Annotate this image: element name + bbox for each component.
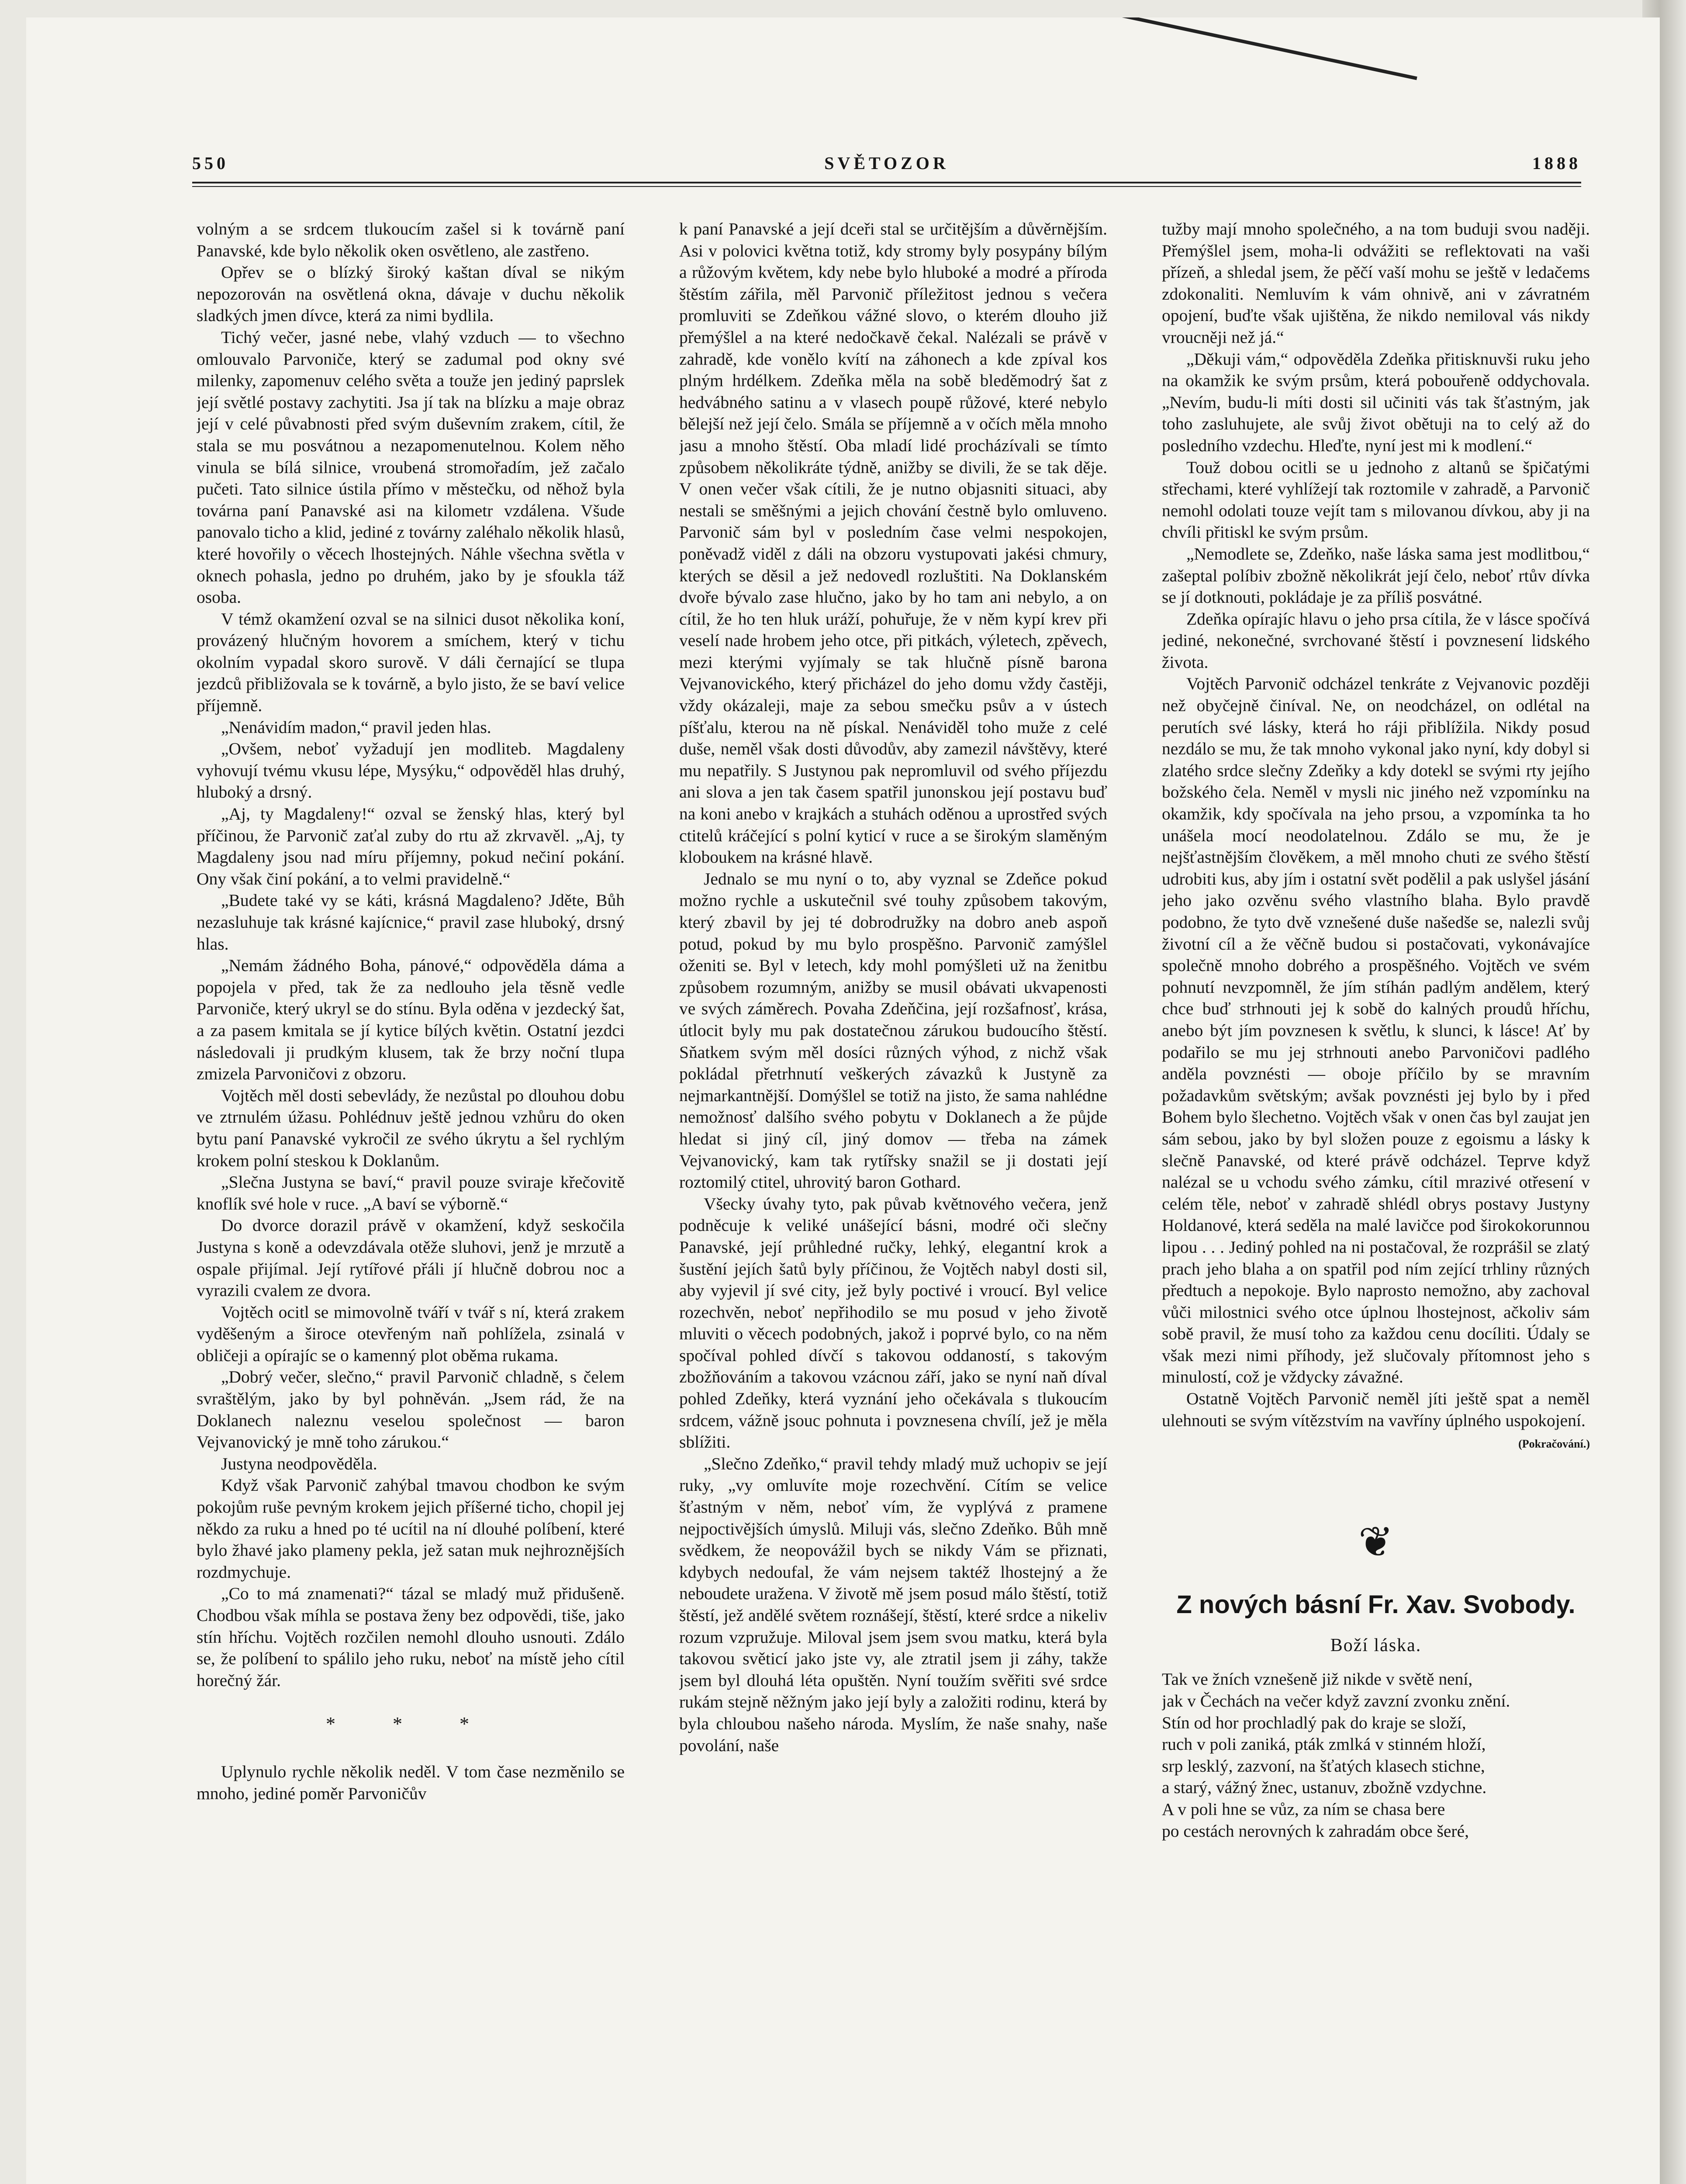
paragraph: „Ovšem, neboť vyžadují jen modliteb. Magdaleny vyhovují tvému vkusu lépe, Mysýku,“ odpověděl hlas druhý, hluboký a drsný. — [197, 739, 625, 802]
paragraph: tužby mají mnoho společného, a na tom buduji svou naději. Přemýšlel jsem, moha-li odvážiti se reflektovati na vaši přízeň, a shledal jsem, že pěčí vaší mohu se ještě v ledačems zdokonaliti. Nemluvím k vám ohnivě, ani v závratném opojení, buďte však ujištěna, že nikdo nemiloval vás nikdy vroucněji než já.“ — [1162, 219, 1590, 347]
paragraph: Opřev se o blízký široký kaštan díval se nikým nepozorován na osvětlená okna, dávaje v duchu několik sladkých jmen dívce, která za nimi bydlila. — [197, 263, 625, 325]
paragraph: „Aj, ty Magdaleny!“ ozval se ženský hlas, který byl příčinou, že Parvonič zaťal zuby do rtu až zkrvavěl. „Aj, ty Magdaleny jsou nad míru příjemny, pokud nečiní pokání. Ony však činí pokání, a to velmi pravidelně.“ — [197, 804, 625, 888]
paragraph: Justyna neodpověděla. — [221, 1454, 377, 1473]
poem-line: A v poli hne se vůz, za ním se chasa bere — [1162, 1800, 1445, 1819]
header-rule-thin — [192, 186, 1581, 187]
running-header — [192, 153, 1581, 183]
page-edge-line — [1117, 17, 1417, 80]
paragraph: Do dvorce dorazil právě v okamžení, když seskočila Justyna s koně a odevzdávala otěže sluhovi, jenž je mrzutě a ospale přijímal. Její rytířové přáli jí hlučně dobrou noc a vyrazili cvalem ze dvora. — [197, 1216, 625, 1300]
paragraph: „Dobrý večer, slečno,“ pravil Parvonič chladně, s čelem svraštělým, jako by byl pohněván. „Jsem rád, že na Doklanech naleznu veselou společnost — baron Vejvanovický je mně toho zárukou.“ — [197, 1367, 625, 1452]
journal-title: SVĚTOZOR — [824, 153, 949, 173]
text-column-3 — [1162, 218, 1590, 2184]
header-rule — [192, 182, 1581, 183]
paragraph: Uplynulo rychle několik neděl. V tom čase nezměnilo se mnoho, jediné poměr Parvoničův — [197, 1762, 625, 1803]
poem-line: ruch v poli zaniká, pták zmlká v stinném hloží, — [1162, 1735, 1486, 1754]
paragraph: Zdeňka opírajíc hlavu o jeho prsa cítila, že v lásce spočívá jediné, nekonečné, svrchované štěstí i povznesení lidského života. — [1162, 609, 1590, 672]
year: 1888 — [1532, 153, 1581, 173]
paragraph: Vojtěch Parvonič odcházel tenkráte z Vejvanovic později než obyčejně činíval. Ne, on neodcházel, on odlétal na perutích své lásky, která ho ráji přiblížila. Nikdy posud nezdálo se mu, že tak mnoho vykonal jako nyní, kdy dobyl si zlatého srdce slečny Zdeňky a kdy dotekl se svými rty jejího božského čela. Neměl v mysli nic jiného než vzpomínku na okamžik, kdy spočívala na jeho prsou, a vzpomínka ta ho unášela mocí neodolatelnou. Zdálo se mu, že je nejšťastnějším člověkem, a měl mnoho chuti ze svého štěstí udrobiti kus, aby jím i ostatní svět podělil a pak uslyšel jásání jeho jako ozvěnu svého vlastního blaha. Bylo pravdě podobno, že tyto dvě vznešené duše našedše se, nalezli svůj životní cíl a že věčně budou si postačovati, vykonávajíce společně mnoho dobrého a prospěšného. Vojtěch ve svém pohnutí nevzpomněl, že jím stíhán padlým andělem, který chce buď strhnouti jej k sobě do kalných proudů hříchu, anebo být jím povznesen k světlu, k slunci, k lásce! Ať by podařilo se mu jej strhnouti anebo Parvoničovi padlého anděla povznésti — oboje příčilo by se mravním požadavkům světským; avšak povznésti jej bylo by i před Bohem bylo šlechetno. Vojtěch však v onen čas byl zaujat jen sám sebou, jako by byl složen pouze z egoismu a lásky k slečně Panavské, od které právě odcházel. Teprve když nalézal se u vchodu svého zámku, cítil mrazivé otřesení v celém těle, neboť v zahradě shlédl obrys postavy Justyny Holdanové, která seděla na malé lavičce pod širokokorunnou lipou . . . Jediný pohled na ni postačoval, že rozprášil se zlatý prach jeho blaha a on spatřil pod ním zející trhliny různých předtuch a nepokoje. Bylo naprosto nemožno, aby zachoval vůči milostnici svého otce úplnou lhostejnost, ačkoliv sám sobě pravil, že musí toho za každou cenu docíliti. Údaly se však mezi nimi příhody, jež slučovaly přítomnost jeho s minulostí, což je vždycky závažné. — [1162, 674, 1590, 1387]
paragraph: „Budete také vy se káti, krásná Magdaleno? Jděte, Bůh nezasluhuje tak krásné kajícnice,“ pravil zase hluboký, drsný hlas. — [197, 891, 625, 954]
poem-line: po cestách nerovných k zahradám obce šeré, — [1162, 1821, 1469, 1841]
page-number: 550 — [192, 153, 229, 173]
poem-body — [1162, 1669, 1590, 1842]
paragraph: volným a se srdcem tlukoucím zašel si k továrně paní Panavské, kde bylo několik oken osvětleno, ale zastřeno. — [197, 219, 625, 260]
paragraph: Když však Parvonič zahýbal tmavou chodbon ke svým pokojům ruše pevným krokem jejich příšerné ticho, chopil jej někdo za ruku a hned po té ucítil na ní dlouhé políbení, které bylo žhavé jako plameny pekla, jež satan muk nejhroznějších rozdmychuje. — [197, 1476, 625, 1582]
continued-note — [1162, 1431, 1590, 1455]
poem-line: Stín od hor prochladlý pak do kraje se složí, — [1162, 1713, 1466, 1732]
paragraph: „Nemodlete se, Zdeňko, naše láska sama jest modlitbou,“ zašeptal políbiv zbožně několikrát její čelo, neboť rtův dívka se jí dotknouti, pokládaje je za příliš posvátné. — [1162, 544, 1590, 607]
paragraph: Ostatně Vojtěch Parvonič neměl jíti ještě spat a neměl ulehnouti se svým vítězstvím na vavříny úplného uspokojení. — [1162, 1389, 1590, 1430]
section-separator: * * * — [326, 1713, 495, 1735]
poem-line: Tak ve žních vznešeně již nikde v světě není, — [1162, 1669, 1473, 1689]
poem-line: jak v Čechách na večer když zavzní zvonku znění. — [1162, 1691, 1510, 1711]
poem-collection-title: Z nových básní Fr. Xav. Svobody. — [1176, 1590, 1575, 1619]
paragraph: „Co to má znamenati?“ tázal se mladý muž přidušeně. Chodbou však míhla se postava ženy bez odpovědi, tiše, jako stín hříchu. Vojtěch rozčilen nemohl dlouho usnouti. Zdálo se, že políbení to spálilo jeho ruku, neboť na místě jeho cítil horečný žár. — [197, 1584, 625, 1690]
poem-line: srp lesklý, zazvoní, na šťatých klasech stichne, — [1162, 1756, 1485, 1776]
poem-title: Boží láska. — [1330, 1635, 1422, 1655]
paragraph: Touž dobou ocitli se u jednoho z altanů se špičatými střechami, které vyhlížejí tak roztomile v zahradě, a Parvonič nemohl odolati touze vejít tam s milovanou dívkou, aby ji na chvíli přitiskl ke svým prsům. — [1162, 457, 1590, 542]
text-column-1 — [197, 218, 625, 2184]
paragraph: Vojtěch měl dosti sebevlády, že nezůstal po dlouhou dobu ve ztrnulém úžasu. Pohlédnuv ještě jednou vzhůru do oken bytu paní Panavské vykročil ze svého úkrytu a šel rychlým krokem polní steskou k Doklanům. — [197, 1085, 625, 1170]
paragraph: V témž okamžení ozval se na silnici dusot několika koní, provázený hlučným hovorem a smíchem, který v tichu okolním vypadal skoro surově. V dáli černající se tlupa jezdců přibližovala se k továrně, a bylo jisto, že se baví velice příjemně. — [197, 609, 625, 715]
fleuron-ornament-icon: ❦ — [1358, 1518, 1394, 1565]
paragraph: „Slečno Zdeňko,“ pravil tehdy mladý muž uchopiv se její ruky, „vy omluvíte moje rozechvění. Cítím se velice šťastným v něm, neboť vím, že vyplývá z pramene nejpoctivějších úmyslů. Miluji vás, slečno Zdeňko. Bůh mně svědkem, že neopovážil bych se nikdy Vám se přiznati, kdybych nedoufal, že vám nejsem taktéž lhostejný a že neboudete uražena. V životě mě jsem posud málo štěstí, totiž štěstí, jež andělé světem roznášejí, štěstí, které srdce a nikeliv rozum vzpružuje. Miloval jsem jsem svou matku, která byla takovou světicí jako jste vy, ale ztratil jsem ji záhy, takže jsem byl dlouhá léta opuštěn. Nyní toužím svěřiti své srdce rukám stejně něžným jako její byly a založiti rodinu, která by byla chloubou našeho národa. Myslím, že naše snahy, naše povolání, naše — [679, 1454, 1107, 1755]
paragraph: Vojtěch ocitl se mimovolně tváří v tvář s ní, která zrakem vyděšeným a široce otevřeným naň pohlížela, zsinalá v obličeji a opírajíc se o kamenný plot oběma rukama. — [197, 1302, 625, 1365]
paragraph: „Slečna Justyna se baví,“ pravil pouze sviraje křečovitě knoflík své hole v ruce. „A baví se výborně.“ — [197, 1172, 625, 1213]
paragraph: k paní Panavské a její dceři stal se určitějším a důvěrnějším. Asi v polovici května totiž, kdy stromy byly posypány bílým a růžovým květem, kdy nebe bylo hluboké a modré a příroda štěstím zářila, měl Parvonič příležitost jednou s večera promluviti se Zdeňkou vážné slovo, o kterém dlouho již přemýšlel a na které nedočkavě čekal. Nalézali se právě v zahradě, kde vonělo kvítí na záhonech a kde zpíval kos plným hrdélkem. Zdeňka měla na sobě bleděmodrý šat z hedvábného satinu a v vlasech poupě růžové, které nebylo bělejší než její čelo. Smála se příjemně a v očích měla mnoho jasu a mnoho štěstí. Oba mladí lidé procházívali se tímto způsobem několikráte týdně, anižby se divili, že se tak děje. V onen večer však cítili, že je nutno objasniti situaci, aby nestali se směšnými a jejich chování čestně bylo omluveno. Parvonič sám byl v posledním čase velmi nespokojen, poněvadž viděl z dáli na obzoru vystupovati jakési chmury, kterých se děsil a jež nedovedl rozluštiti. Na Doklanském dvoře bývalo zase hlučno, jako by ho tam ani nebylo, a on cítil, že ho ten hluk uráží, pohuřuje, že v něm kypí krev při veselí nade hrobem jeho otce, při pitkách, výletech, zpěvech, mezi kterými vyjímaly se tak hlučně písně barona Vejvanovického, který přicházel do jeho domu vždy častěji, vždy okázaleji, maje za sebou smečku psův a v ústech píšťalu, kterou na ně pískal. Nenáviděl toho muže z celé duše, neměl však dosti důvodův, aby zamezil návštěvy, které mu nepatřily. S Justynou pak nepromluvil od svého příjezdu ani slova a jen tak časem spatřil junonskou její postavu buď na koni anebo v krajkách a stuhách oděnou a uprostřed svých ctitelů kráčející s polní kyticí v ruce a se širokým slaměným kloboukem na krásné hlavě. — [679, 219, 1107, 867]
continued-label: (Pokračování.) — [1518, 1438, 1590, 1451]
paragraph: Jednalo se mu nyní o to, aby vyznal se Zdeňce pokud možno rychle a uskutečnil své touhy způsobem takovým, který zbavil by jej té dobrodružky na dobro aneb aspoň potud, pokud by mu bylo prospěšno. Parvonič zamýšlel oženiti se. Byl v letech, kdy mohl pomýšleti už na ženitbu způsobem rozumným, anižby se musil obávati ukvapenosti ve svých záměrech. Povaha Zdeňčina, její rozšafnosť, krása, útlocit byly mu pak dostatečnou zárukou budoucího štěstí. Sňatkem svým měl dosíci různých výhod, z nichž však pokládal přetrhnutí veškerých závazků k Justyně za nejmarkantnější. Domýšlel se totiž na jisto, že sama nahlédne nemožnosť dalšího svého pobytu v Doklanech a že půjde hledat si jiný cíl, jiný domov — třeba na zámek Vejvanovický, kam tak rytířsky snažil se ji dostati její roztomilý ctitel, uhrovitý baron Gothard. — [679, 869, 1107, 1192]
paragraph: „Nemám žádného Boha, pánové,“ odpověděla dáma a popojela v před, tak že za nedlouho jela těsně vedle Parvoniče, který ukryl se do stínu. Byla oděna v jezdecký šat, a za pasem kmitala se jí kytice bílých květin. Ostatní jezdci následovali ji prudkým klusem, tak že brzy noční tlupa zmizela Parvoničovi z obzoru. — [197, 956, 625, 1084]
paragraph: „Nenávidím madon,“ pravil jeden hlas. — [221, 717, 491, 737]
text-column-2 — [679, 218, 1107, 2184]
poem-line: a starý, vážný žnec, ustanuv, zbožně vzdychne. — [1162, 1778, 1487, 1797]
paragraph: Tichý večer, jasné nebe, vlahý vzduch — to všechno omlouvalo Parvoniče, který se zadumal pod okny své milenky, zapomenuv celého světa a touže jen jediný paprslek její světlé postavy zachytiti. Jsa jí tak na blízku a maje obraz její v celé půvabnosti před svým duševním zrakem, cítil, že stala se mu posvátnou a nezapomenutelnou. Kolem něho vinula se bílá silnice, vroubená stromořadím, jež začalo pučeti. Tato silnice ústila přímo v městečku, od něhož byla továrna paní Panavské asi na kilometr vzdálena. Všude panovalo ticho a klid, jediné z továrny zaléhalo několik hlasů, které hovořily o věcech lhostejných. Náhle všechna světla v oknech pohasla, jedno po druhém, jako by je sfoukla táž osoba. — [197, 327, 625, 607]
paragraph: Všecky úvahy tyto, pak půvab květnového večera, jenž podněcuje k veliké unášející básni, modré oči slečny Panavské, její průhledné ručky, lehký, elegantní krok a šustění jejích šatů byly příčinou, že Vojtěch nabyl dosti sil, aby vyjevil jí své city, jež byly poctivé i vroucí. Byl velice rozechvěn, neboť nepřihodilo se mu posud v jeho životě mluviti o věcech podobných, jakož i poprvé bylo, co na něm spočíval pohled dívčí s takovou oddaností, s takovým zbožňováním a takovou vzácnou září, jako se nyní naň díval pohled Zdeňky, která vyznání jeho očekávala s tlukoucím srdcem, vážně jsouc pohnuta i povznesena chvílí, jež je měla sblížiti. — [679, 1194, 1107, 1452]
paragraph: „Děkuji vám,“ odpověděla Zdeňka přitisknuvši ruku jeho na okamžik ke svým prsům, která pobouřeně oddychovala. „Nevím, budu-li míti dosti sil učiniti vás tak šťastným, jak toho zasluhujete, ale svůj život obětuji na to celý až do posledního vzdechu. Hleďte, nyní jest mi k modlení.“ — [1162, 349, 1590, 455]
